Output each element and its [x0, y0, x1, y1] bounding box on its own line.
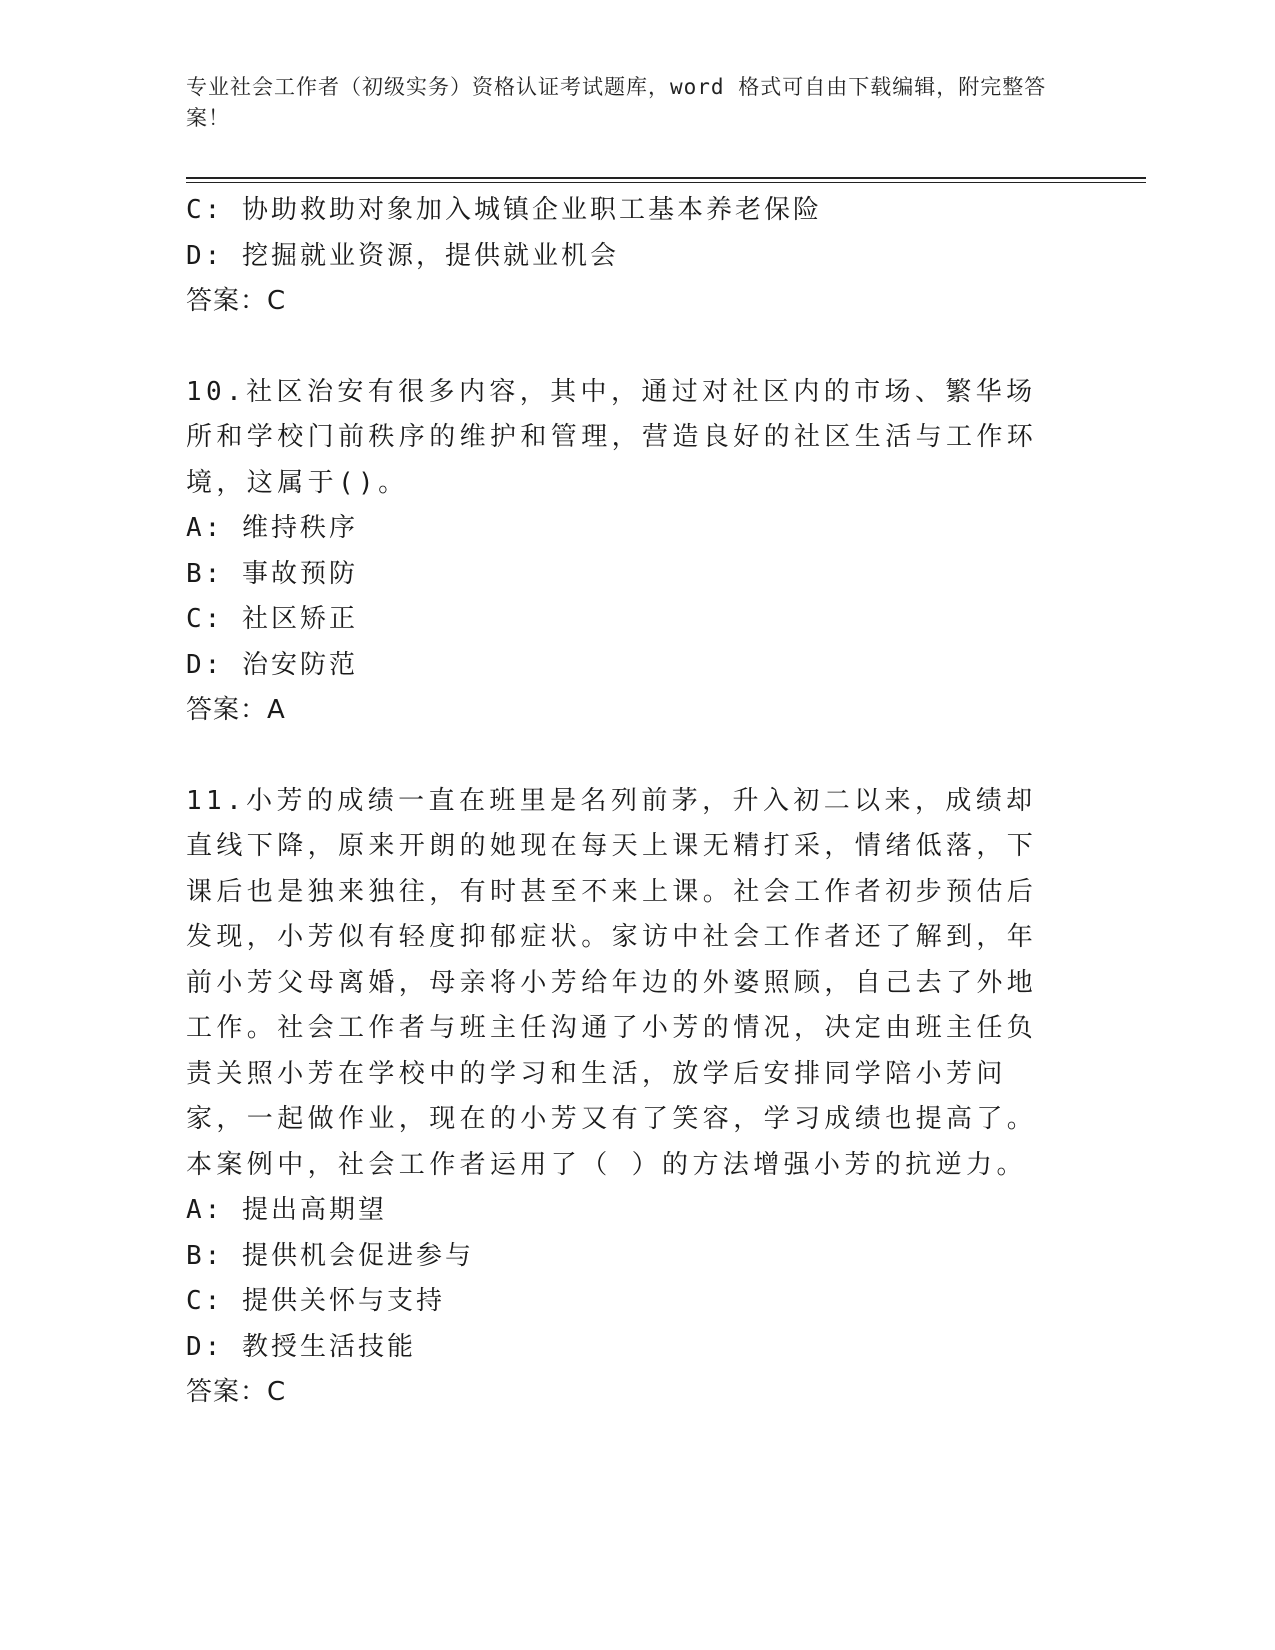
option-d: D: 治安防范 — [186, 649, 358, 680]
option-a: A: 提出高期望 — [186, 1195, 387, 1225]
answer-label: 答案：C — [186, 1377, 287, 1407]
option-d: D: 教授生活技能 — [186, 1331, 416, 1362]
answer-label: 答案：C — [186, 286, 287, 316]
option-b: B: 事故预防 — [186, 558, 358, 589]
option-d: D: 挖掘就业资源，提供就业机会 — [186, 240, 619, 271]
option-a: A: 维持秩序 — [186, 513, 358, 543]
option-c: C: 提供关怀与支持 — [186, 1286, 445, 1316]
option-c: C: 协助救助对象加入城镇企业职工基本养老保险 — [186, 195, 822, 225]
option-b: B: 提供机会促进参与 — [186, 1240, 474, 1271]
question-11 — [186, 779, 1066, 1416]
header-rule-thick — [186, 177, 1146, 179]
question-9-tail — [186, 188, 1066, 325]
spacer — [186, 325, 1066, 370]
question-stem: 11.小芳的成绩一直在班里是名列前茅，升入初二以来，成绩却直线下降，原来开朗的她现在每天上课无精打采，情绪低落，下课后也是独来独往，有时甚至不来上课。社会工作者初步预估后发现，小芳似有轻度抑郁症状。家访中社会工作者还了解到，年前小芳父母离婚，母亲将小芳给年边的外婆照顾，自己去了外地工作。社会工作者与班主任沟通了小芳的情况，决定由班主任负责关照小芳在学校中的学习和生活，放学后安排同学陪小芳问家，一起做作业，现在的小芳又有了笑容，学习成绩也提高了。本案例中，社会工作者运用了（ ）的方法增强小芳的抗逆力。 — [186, 785, 1038, 1180]
answer-label: 答案：A — [186, 695, 286, 725]
spacer — [186, 734, 1066, 779]
question-stem: 10.社区治安有很多内容，其中，通过对社区内的市场、繁华场所和学校门前秩序的维护和管理，营造良好的社区生活与工作环境，这属于()。 — [186, 376, 1038, 498]
question-10 — [186, 370, 1066, 734]
document-header: 专业社会工作者（初级实务）资格认证考试题库，word 格式可自由下载编辑，附完整答案！ — [186, 75, 1047, 130]
document-body — [186, 188, 1066, 1416]
header-rule-thin — [186, 182, 1146, 183]
option-c: C: 社区矫正 — [186, 604, 358, 634]
